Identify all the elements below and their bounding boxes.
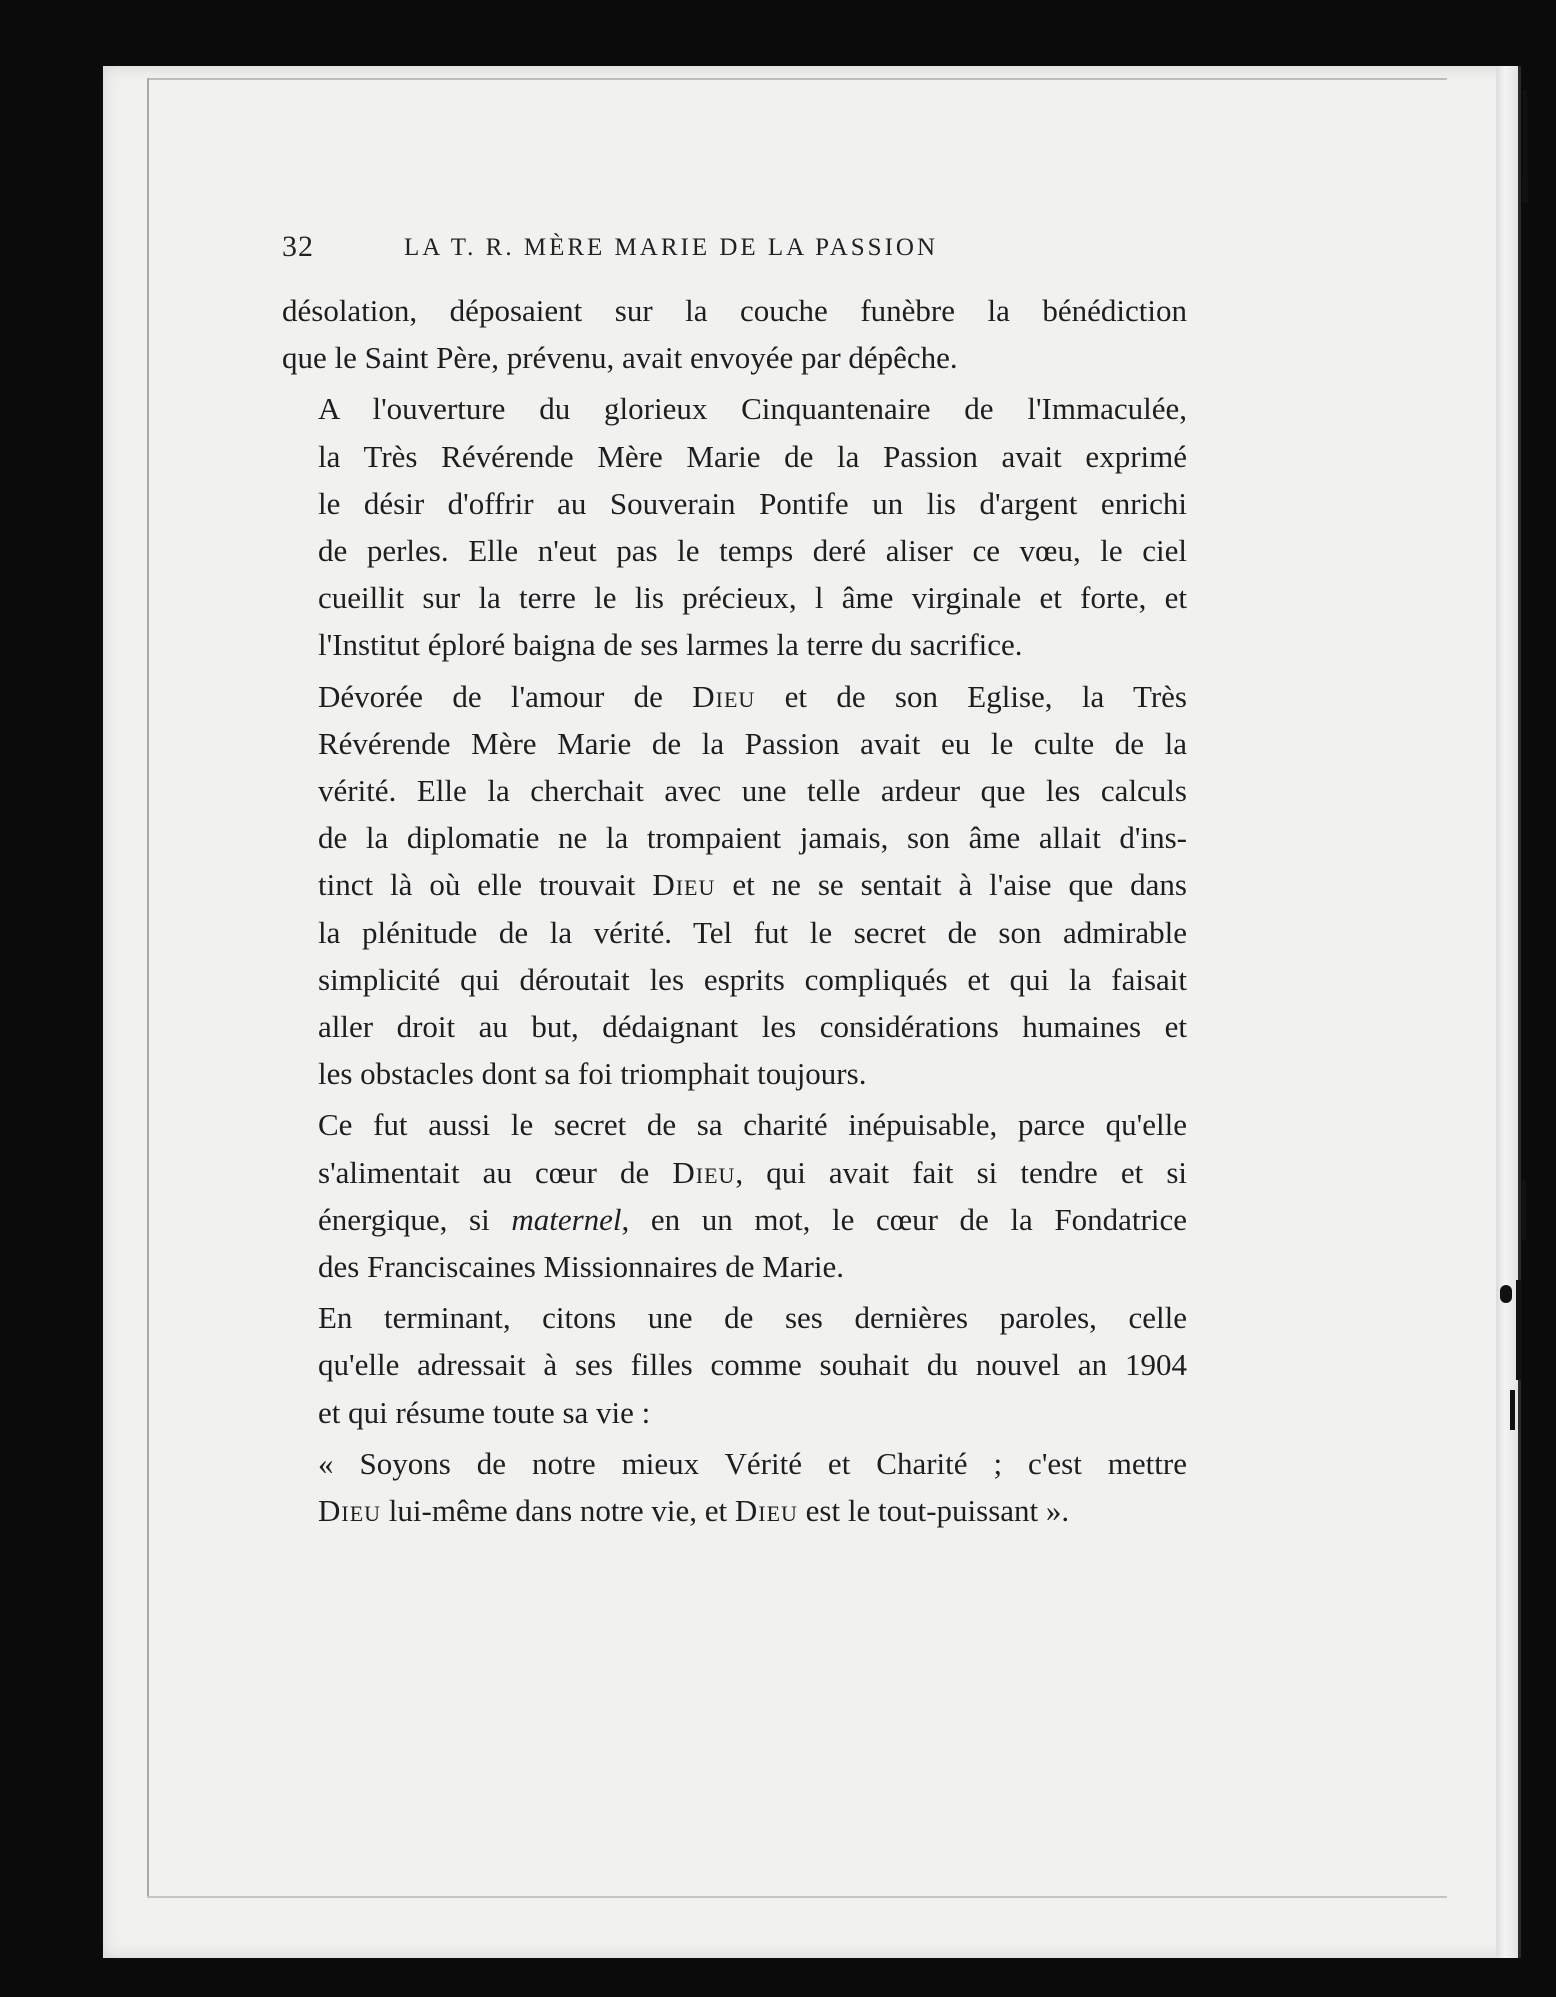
- text-line: le désir d'offrir au Souverain Pontife un lis d'argent enrichi: [318, 485, 1187, 521]
- paragraph: [282, 385, 1187, 668]
- running-head: [282, 224, 1142, 274]
- text-line: l'Institut éploré baigna de ses larmes la terre du sacrifice.: [318, 627, 1023, 663]
- text-line: les obstacles dont sa foi triomphait toujours.: [318, 1056, 867, 1092]
- page-edge-right: [1496, 66, 1518, 1958]
- scan-mark: [1510, 1390, 1515, 1430]
- running-head-title: LA T. R. MÈRE MARIE DE LA PASSION: [404, 234, 939, 261]
- scan-border-bottom: [147, 1896, 1447, 1898]
- text-line: énergique, si maternel, en un mot, le cœur de la Fondatrice: [318, 1201, 1187, 1237]
- paragraph: [282, 673, 1187, 1098]
- small-caps-word: Dieu: [652, 867, 716, 903]
- text-line: En terminant, citons une de ses dernières paroles, celle: [318, 1300, 1187, 1336]
- small-caps-word: Dieu: [672, 1154, 736, 1190]
- text-line: Ce fut aussi le secret de sa charité inépuisable, parce qu'elle: [318, 1107, 1187, 1143]
- italic-word: maternel: [511, 1201, 622, 1237]
- text-line: aller droit au but, dédaignant les considérations humaines et: [318, 1009, 1187, 1045]
- scan-mark: [1521, 1180, 1526, 1240]
- text-line: Dieu lui-même dans notre vie, et Dieu est le tout-puissant ».: [318, 1493, 1070, 1529]
- text-line: de perles. Elle n'eut pas le temps deré aliser ce vœu, le ciel: [318, 533, 1187, 569]
- page-edge-shadow: [1518, 66, 1521, 1958]
- text-line: qu'elle adressait à ses filles comme souhait du nouvel an 1904: [318, 1347, 1187, 1383]
- small-caps-word: Dieu: [692, 678, 756, 714]
- text-line: A l'ouverture du glorieux Cinquantenaire de l'Immaculée,: [318, 391, 1187, 427]
- text-line: vérité. Elle la cherchait avec une telle ardeur que les calculs: [318, 773, 1187, 809]
- small-caps-word: Dieu: [318, 1493, 382, 1529]
- text-line: simplicité qui déroutait les esprits compliqués et qui la faisait: [318, 961, 1187, 997]
- text-line: cueillit sur la terre le lis précieux, l âme virginale et forte, et: [318, 580, 1187, 616]
- small-caps-word: Dieu: [734, 1493, 798, 1529]
- text-line: la Très Révérende Mère Marie de la Passion avait exprimé: [318, 438, 1187, 474]
- scan-mark: [1516, 1280, 1522, 1380]
- text-line: Révérende Mère Marie de la Passion avait eu le culte de la: [318, 725, 1187, 761]
- text-line: et qui résume toute sa vie :: [318, 1394, 651, 1430]
- text-line: de la diplomatie ne la trompaient jamais, son âme allait d'ins-: [318, 820, 1187, 856]
- scan-border-left: [147, 78, 149, 1898]
- scan-mark: [1522, 175, 1528, 203]
- text-line: désolation, déposaient sur la couche funèbre la bénédiction: [282, 293, 1187, 328]
- paragraph: [282, 1440, 1187, 1534]
- text-line: Dévorée de l'amour de Dieu et de son Eglise, la Très: [318, 678, 1187, 714]
- paragraph: [282, 1294, 1187, 1436]
- text-line: tinct là où elle trouvait Dieu et ne se sentait à l'aise que dans: [318, 867, 1187, 903]
- body-text: [282, 287, 1187, 1534]
- paragraph: [282, 287, 1187, 381]
- scan-mark: [1500, 1285, 1512, 1303]
- text-line: que le Saint Père, prévenu, avait envoyée par dépêche.: [282, 340, 958, 376]
- text-line: « Soyons de notre mieux Vérité et Charité ; c'est mettre: [318, 1445, 1187, 1481]
- text-line: la plénitude de la vérité. Tel fut le secret de son admirable: [318, 914, 1187, 950]
- scan-border-top: [147, 78, 1447, 80]
- text-line: s'alimentait au cœur de Dieu, qui avait fait si tendre et si: [318, 1154, 1187, 1190]
- text-line: des Franciscaines Missionnaires de Marie.: [318, 1249, 845, 1285]
- page-number: 32: [282, 230, 314, 263]
- paragraph: [282, 1101, 1187, 1290]
